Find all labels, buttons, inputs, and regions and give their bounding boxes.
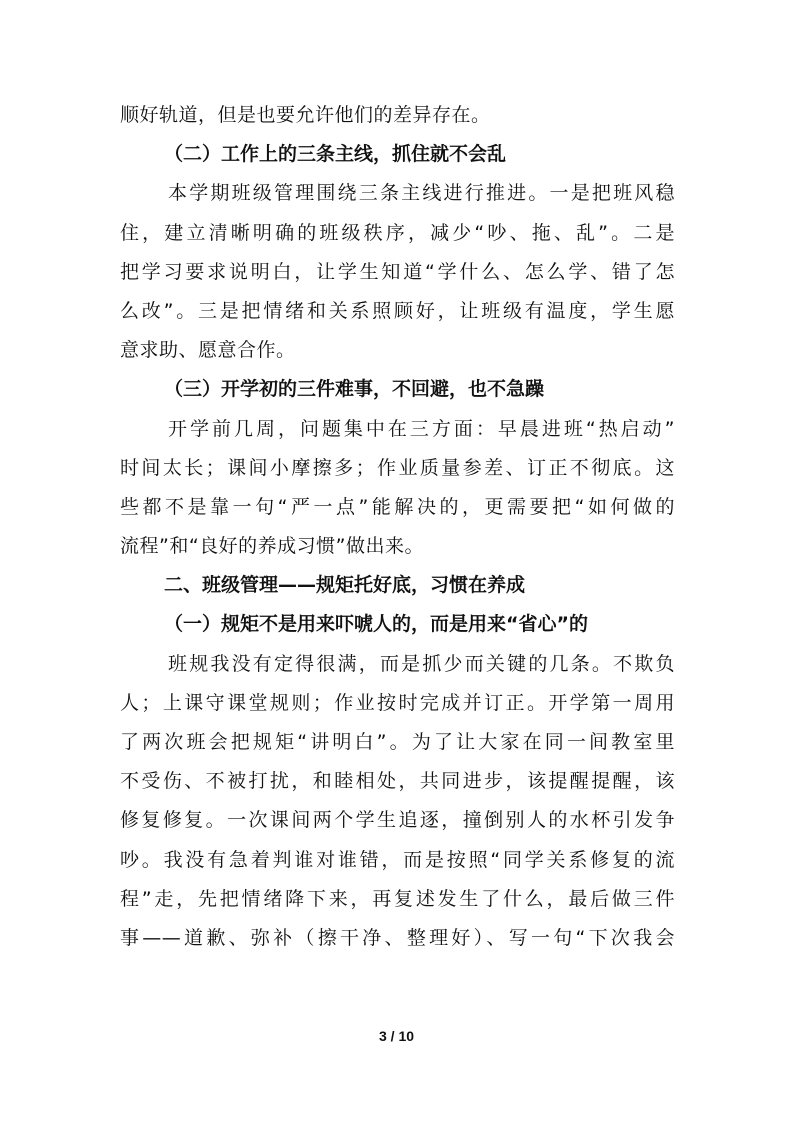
chapter-heading: 二、班级管理——规矩托好底，习惯在养成 bbox=[164, 574, 526, 597]
section-heading: （一）规矩不是用来吓唬人的，而是用来“省心”的 bbox=[164, 613, 588, 636]
paragraph-line: 顺好轨道，但是也要允许他们的差异存在。 bbox=[120, 104, 491, 126]
paragraph-line: 住，建立清晰明确的班级秩序，减少“吵、拖、乱”。二是 bbox=[120, 221, 675, 244]
document-body bbox=[120, 96, 675, 958]
paragraph-line: 时间太长；课间小摩擦多；作业质量参差、订正不彻底。这 bbox=[120, 456, 675, 479]
paragraph-line: 人；上课守课堂规则；作业按时完成并订正。开学第一周用 bbox=[120, 691, 675, 714]
paragraph-line: 班规我没有定得很满，而是抓少而关键的几条。不欺负 bbox=[168, 652, 675, 675]
page-number: 3 / 10 bbox=[378, 1028, 415, 1044]
paragraph-line: 本学期班级管理围绕三条主线进行推进。一是把班风稳 bbox=[168, 182, 675, 205]
section-heading: （二）工作上的三条主线，抓住就不会乱 bbox=[164, 143, 507, 166]
paragraph-line: 事——道歉、弥补（擦干净、整理好）、写一句“下次我会 bbox=[120, 926, 675, 949]
paragraph-line: 把学习要求说明白，让学生知道“学什么、怎么学、错了怎 bbox=[120, 260, 675, 283]
paragraph-line: 意求助、愿意合作。 bbox=[120, 339, 296, 362]
paragraph-line: 程”走，先把情绪降下来，再复述发生了什么，最后做三件 bbox=[120, 887, 675, 910]
paragraph-line: 开学前几周，问题集中在三方面：早晨进班“热启动” bbox=[168, 417, 675, 440]
paragraph-line: 么改”。三是把情绪和关系照顾好，让班级有温度，学生愿 bbox=[120, 299, 675, 322]
section-heading: （三）开学初的三件难事，不回避，也不急躁 bbox=[164, 378, 545, 401]
paragraph-line: 了两次班会把规矩“讲明白”。为了让大家在同一间教室里 bbox=[120, 731, 675, 753]
paragraph-line: 流程”和“良好的养成习惯”做出来。 bbox=[120, 535, 425, 558]
paragraph-line: 不受伤、不被打扰，和睦相处，共同进步，该提醒提醒，该 bbox=[120, 770, 675, 793]
paragraph-line: 些都不是靠一句“严一点”能解决的，更需要把“如何做的 bbox=[120, 495, 675, 518]
paragraph-line: 吵。我没有急着判谁对谁错，而是按照“同学关系修复的流 bbox=[120, 848, 675, 871]
paragraph-line: 修复修复。一次课间两个学生追逐，撞倒别人的水杯引发争 bbox=[120, 809, 675, 832]
